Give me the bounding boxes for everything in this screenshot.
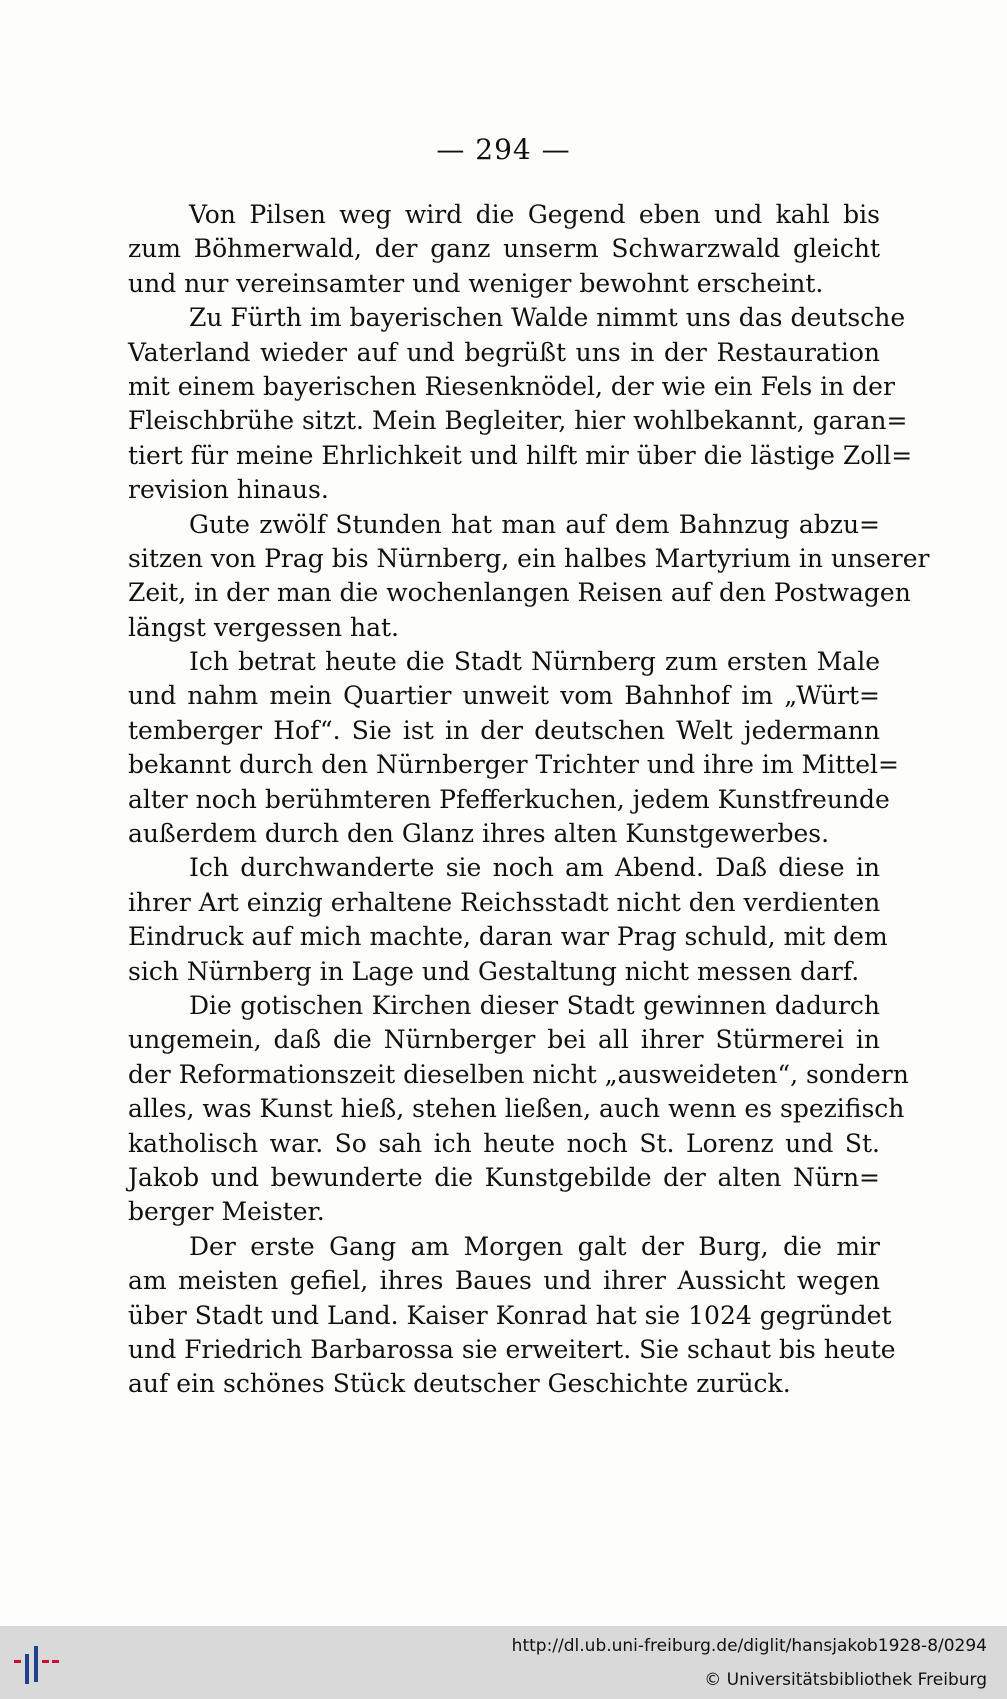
- text-line: mit einem bayerischen Riesenknödel, der wie ein Fels in der: [128, 371, 895, 401]
- text-line: Ich durchwanderte sie noch am Abend. Daß diese in: [189, 853, 880, 883]
- text-line: außerdem durch den Glanz ihres alten Kunstgewerbes.: [128, 819, 830, 849]
- text-line: katholisch war. So sah ich heute noch St. Lorenz und St.: [128, 1128, 880, 1158]
- page-text: [128, 198, 930, 1402]
- page-number: — 294 —: [436, 133, 571, 166]
- text-line: bekannt durch den Nürnberger Trichter und ihre im Mittel=: [128, 750, 899, 780]
- text-line: alles, was Kunst hieß, stehen ließen, auch wenn es spezifisch: [128, 1094, 905, 1124]
- text-line: ihrer Art einzig erhaltene Reichsstadt nicht den verdienten: [128, 887, 881, 917]
- text-line: Die gotischen Kirchen dieser Stadt gewinnen dadurch: [189, 990, 880, 1020]
- text-line: sich Nürnberg in Lage und Gestaltung nicht messen darf.: [128, 956, 860, 986]
- text-line: tiert für meine Ehrlichkeit und hilft mir über die lästige Zoll=: [128, 440, 913, 470]
- text-line: revision hinaus.: [128, 475, 329, 505]
- text-line: und Friedrich Barbarossa sie erweitert. Sie schaut bis heute: [128, 1334, 896, 1364]
- library-logo-icon: [12, 1646, 64, 1686]
- text-line: Zu Fürth im bayerischen Walde nimmt uns das deutsche: [189, 303, 906, 333]
- text-line: der Reformationszeit dieselben nicht „ausweideten“, sondern: [128, 1059, 909, 1089]
- text-line: zum Böhmerwald, der ganz unserm Schwarzwald gleicht: [128, 234, 880, 264]
- text-line: längst vergessen hat.: [128, 612, 399, 642]
- text-line: Zeit, in der man die wochenlangen Reisen auf den Postwagen: [128, 578, 911, 608]
- text-line: berger Meister.: [128, 1197, 325, 1227]
- text-line: Vaterland wieder auf und begrüßt uns in der Restauration: [128, 337, 880, 367]
- permalink-url[interactable]: http://dl.ub.uni-freiburg.de/diglit/hansjakob1928-8/0294: [511, 1636, 987, 1656]
- text-line: ungemein, daß die Nürnberger bei all ihrer Stürmerei in: [128, 1025, 880, 1055]
- text-line: über Stadt und Land. Kaiser Konrad hat sie 1024 gegründet: [128, 1300, 892, 1330]
- text-line: Jakob und bewunderte die Kunstgebilde der alten Nürn=: [128, 1162, 880, 1192]
- text-line: und nahm mein Quartier unweit vom Bahnhof im „Würt=: [128, 681, 880, 711]
- footer-bar: [0, 1626, 1007, 1699]
- text-line: Gute zwölf Stunden hat man auf dem Bahnzug abzu=: [189, 509, 880, 539]
- text-line: Fleischbrühe sitzt. Mein Begleiter, hier wohlbekannt, garan=: [128, 406, 908, 436]
- text-line: am meisten gefiel, ihres Baues und ihrer Aussicht wegen: [128, 1266, 880, 1296]
- text-line: Ich betrat heute die Stadt Nürnberg zum ersten Male: [189, 647, 880, 677]
- text-line: alter noch berühmteren Pfefferkuchen, jedem Kunstfreunde: [128, 784, 890, 814]
- text-line: Der erste Gang am Morgen galt der Burg, die mir: [189, 1231, 880, 1261]
- text-line: sitzen von Prag bis Nürnberg, ein halbes Martyrium in unserer: [128, 543, 930, 573]
- text-line: Von Pilsen weg wird die Gegend eben und kahl bis: [189, 200, 880, 229]
- text-line: auf ein schönes Stück deutscher Geschichte zurück.: [128, 1369, 791, 1399]
- text-line: Eindruck auf mich machte, daran war Prag schuld, mit dem: [128, 922, 888, 952]
- copyright-notice: © Universitätsbibliothek Freiburg: [704, 1670, 987, 1690]
- text-line: und nur vereinsamter und weniger bewohnt erscheint.: [128, 268, 824, 298]
- text-line: temberger Hof“. Sie ist in der deutschen Welt jedermann: [128, 715, 880, 745]
